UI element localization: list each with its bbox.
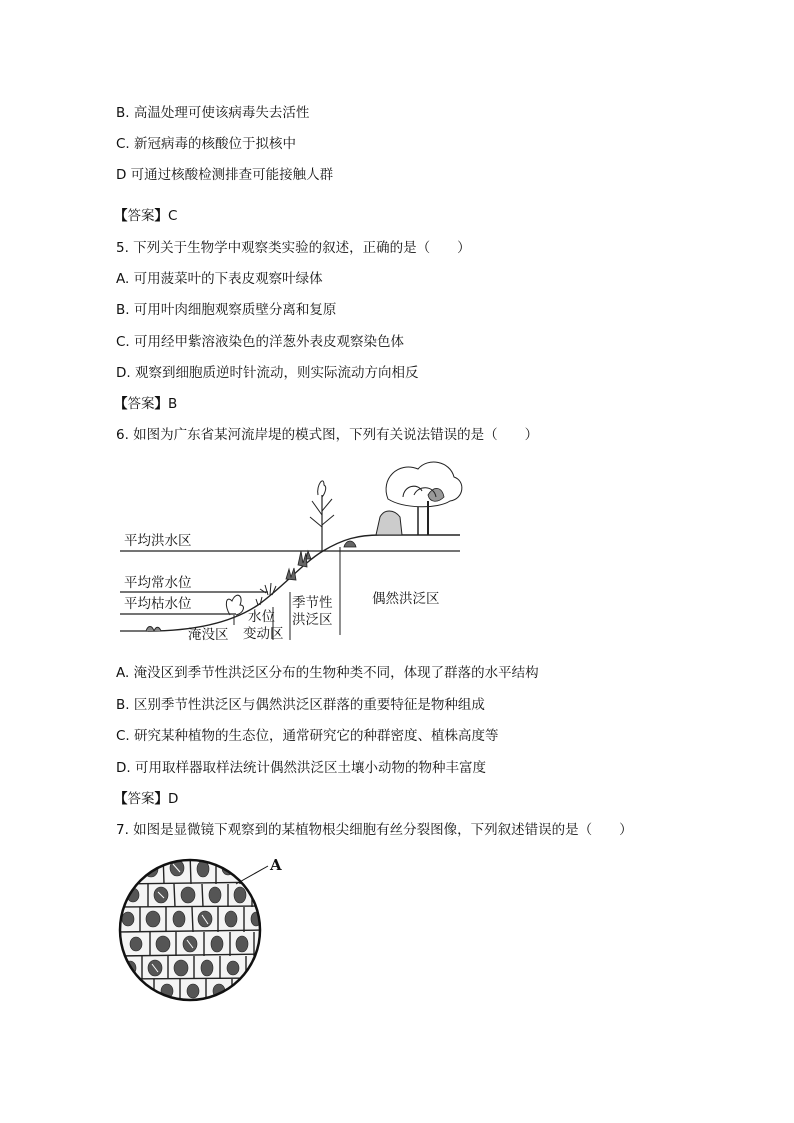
- answer-value: D: [168, 791, 179, 807]
- hut-icon: [376, 511, 402, 535]
- label-occasional: 偶然洪泛区: [372, 591, 440, 607]
- q6-option-d: D. 可用取样器取样法统计偶然洪泛区土壤小动物的物种丰富度: [116, 760, 486, 776]
- label-normal: 平均常水位: [124, 575, 192, 591]
- pointer-line: [236, 866, 268, 884]
- q5-option-d: D. 观察到细胞质逆时针流动，则实际流动方向相反: [116, 365, 419, 381]
- q5-stem: 5. 下列关于生物学中观察类实验的叙述，正确的是（ ）: [116, 240, 471, 256]
- grass-icon: [256, 583, 276, 605]
- q4-answer: 【答案】C: [114, 208, 178, 224]
- shrubs-icon: [286, 541, 356, 580]
- label-submerged: 淹没区: [188, 627, 229, 643]
- figure-label-a: A: [270, 856, 282, 874]
- microscope-field-figure: [118, 852, 283, 1002]
- q5-option-a: A. 可用菠菜叶的下表皮观察叶绿体: [116, 271, 323, 287]
- q6-option-a: A. 淹没区到季节性洪泛区分布的生物种类不同，体现了群落的水平结构: [116, 665, 539, 681]
- q4-option-d: D 可通过核酸检测排查可能接触人群: [116, 167, 334, 183]
- label-flood: 平均洪水区: [124, 533, 192, 549]
- q6-option-b: B. 区别季节性洪泛区与偶然洪泛区群落的重要特征是物种组成: [116, 697, 485, 713]
- q7-stem: 7. 如图是显微镜下观察到的某植物根尖细胞有丝分裂图像，下列叙述错误的是（ ）: [116, 822, 633, 838]
- label-dry: 平均枯水位: [124, 596, 192, 612]
- q4-option-c: C. 新冠病毒的核酸位于拟核中: [116, 136, 297, 152]
- tree-icon: [310, 481, 334, 551]
- riverbank-diagram: [118, 455, 468, 645]
- answer-value: C: [168, 208, 178, 224]
- q5-answer: 【答案】B: [114, 396, 178, 412]
- label-season-2: 洪泛区: [292, 612, 333, 628]
- q6-answer: 【答案】D: [114, 791, 179, 807]
- q5-option-c: C. 可用经甲紫溶液染色的洋葱外表皮观察染色体: [116, 334, 405, 350]
- label-change-1: 水位: [248, 609, 275, 625]
- q4-option-b: B. 高温处理可使该病毒失去活性: [116, 105, 310, 121]
- label-season-1: 季节性: [292, 595, 333, 611]
- answer-value: B: [168, 396, 178, 412]
- q5-option-b: B. 可用叶肉细胞观察质壁分离和复原: [116, 302, 337, 318]
- label-change-2: 变动区: [243, 626, 284, 642]
- q6-stem: 6. 如图为广东省某河流岸堤的模式图，下列有关说法错误的是（ ）: [116, 427, 539, 443]
- q6-option-c: C. 研究某种植物的生态位，通常研究它的种群密度、植株高度等: [116, 728, 499, 744]
